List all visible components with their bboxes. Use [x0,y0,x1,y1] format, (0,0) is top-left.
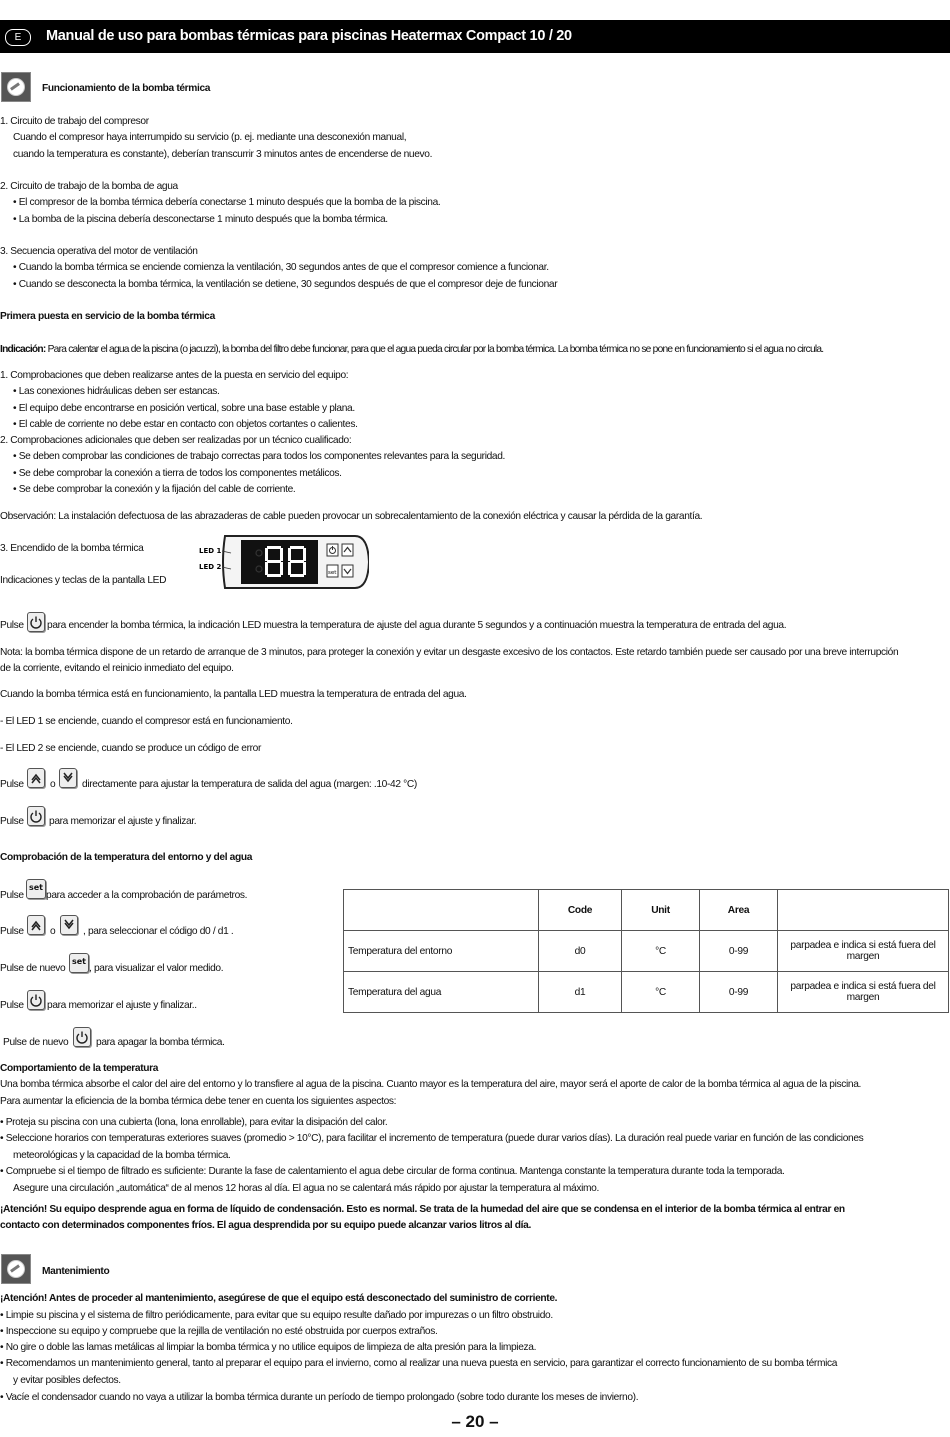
note: de la corriente, evitando el reinicio inmediato del equipo. [0,663,234,674]
bullet: • Proteja su piscina con una cubierta (lona, lona enrollable), para evitar la disipación del calor. [0,1117,388,1128]
led-display-panel [197,532,369,592]
paragraph: 2. Circuito de trabajo de la bomba de agua [0,181,178,192]
paragraph: Una bomba térmica absorbe el calor del aire del entorno y lo transfiere al agua de la piscina. Cuanto mayor es la temperatura del aire, mayor será el aporte de calor de la bomba térmica al agua de la piscina. [0,1079,861,1090]
bullet: • Compruebe si el tiempo de filtrado es suficiente: Durante la fase de calentamiento el agua debe circular de forma continua. Mantenga constante la temperatura durante toda la temporada. [0,1166,785,1177]
bullet: • Vacíe el condensador cuando no vaya a utilizar la bomba térmica durante un período de tiempo prolongado (sobre todo durante los meses de invierno). [0,1392,639,1403]
section-title: Comportamiento de la temperatura [0,1063,159,1074]
table-row: Temperatura del entorno d0 °C 0-99 parpadea e indica si está fuera del margen [344,931,949,972]
paragraph: Indicaciones y teclas de la pantalla LED [0,575,167,586]
paragraph: Pulse [0,890,24,901]
paragraph: Pulse [0,926,24,937]
page-title: Manual de uso para bombas térmicas para piscinas Heatermax Compact 10 / 20 [46,28,572,44]
bullet: • La bomba de la piscina debería desconectarse 1 minuto después que la bomba térmica. [13,214,388,225]
paragraph: Pulse de nuevo [0,963,66,974]
paragraph: para memorizar el ajuste y finalizar.. [47,1000,197,1011]
up-arrow-icon [27,768,45,788]
display-down-button [342,565,353,577]
table-row: Temperatura del agua d1 °C 0-99 parpadea e indica si está fuera del margen [344,972,949,1013]
section-title: Funcionamiento de la bomba térmica [42,83,211,94]
observation: Observación: La instalación defectuosa de las abrazaderas de cable pueden provocar un sobrecalentamiento de la conexión eléctrica y causar la pérdida de la garantía. [0,511,703,522]
bullet: • Cuando la bomba térmica se enciende comienza la ventilación, 30 segundos antes de que el compresor comience a funcionar. [13,262,549,273]
section-title: Primera puesta en servicio de la bomba térmica [0,311,215,322]
paragraph: 1. Circuito de trabajo del compresor [0,116,149,127]
paragraph: para apagar la bomba térmica. [96,1037,225,1048]
paragraph: o [50,779,56,790]
paragraph: Pulse [0,620,24,631]
paragraph: , para visualizar el valor medido. [89,963,224,974]
section-title: Comprobación de la temperatura del entorno y del agua [0,852,253,863]
power-icon [27,612,45,632]
bullet: meteorológicas y la capacidad de la bomba térmica. [13,1150,231,1161]
down-arrow-icon [59,768,77,788]
bullet: • Se debe comprobar la conexión y la fijación del cable de corriente. [13,484,296,495]
bullet: • El cable de corriente no debe estar en contacto con objetos cortantes o calientes. [13,419,358,430]
paragraph: Pulse [0,1000,24,1011]
paragraph: Para aumentar la eficiencia de la bomba térmica debe tener en cuenta los siguientes aspectos: [0,1096,397,1107]
paragraph: Pulse [0,779,24,790]
list-item: - El LED 2 se enciende, cuando se produce un código de error [0,743,262,754]
paragraph: 1. Comprobaciones que deben realizarse antes de la puesta en servicio del equipo: [0,370,349,381]
power-icon [73,1027,91,1047]
paragraph: o [50,926,56,937]
table-header-row: Code Unit Area [344,890,949,931]
set-icon: set [26,879,46,899]
paragraph: Cuando el compresor haya interrumpido su servicio (p. ej. mediante una desconexión manual, [13,132,407,143]
led2-label: LED 2 [199,563,222,571]
bullet: • No gire o doble las lamas metálicas al limpiar la bomba térmica y no utilice equipos de limpieza de alta presión para la limpieza. [0,1342,537,1353]
list-item: - El LED 1 se enciende, cuando el compresor está en funcionamiento. [0,716,293,727]
section-title: Mantenimiento [42,1266,110,1277]
paragraph: directamente para ajustar la temperatura de salida del agua (margen: .10-42 °C) [82,779,417,790]
parameter-table [343,889,949,1013]
paragraph: , para seleccionar el código d0 / d1 . [83,926,234,937]
power-icon [27,806,45,826]
paragraph: 2. Comprobaciones adicionales que deben ser realizadas por un técnico cualificado: [0,435,352,446]
bullet: y evitar posibles defectos. [13,1375,121,1386]
bullet: • El equipo debe encontrarse en posición vertical, sobre una base estable y plana. [13,403,355,414]
led1-label: LED 1 [199,547,222,555]
paragraph: Pulse [0,816,24,827]
paragraph: Pulse de nuevo [3,1037,69,1048]
warning: ¡Atención! Antes de proceder al mantenimiento, asegúrese de que el equipo está desconectado del suministro de corriente. [0,1293,558,1304]
paragraph: Cuando la bomba térmica está en funcionamiento, la pantalla LED muestra la temperatura de entrada del agua. [0,689,467,700]
svg-text:set: set [328,570,337,576]
bullet: • Se deben comprobar las condiciones de trabajo correctas para todos los componentes relevantes para la seguridad. [13,451,506,462]
paragraph: cuando la temperatura es constante), deberían transcurrir 3 minutos antes de encenderse de nuevo. [13,149,433,160]
bullet: • Se debe comprobar la conexión a tierra de todos los componentes metálicos. [13,468,342,479]
section-gear-icon [1,72,31,102]
warning: ¡Atención! Su equipo desprende agua en forma de líquido de condensación. Esto es normal. Se trata de la humedad del aire que se condensa en el interior de la bomba térmica al entrar en [0,1204,845,1215]
indication-paragraph: Indicación: Para calentar el agua de la piscina (o jacuzzi), la bomba del filtro debe funcionar, para que el agua pueda circular por la bomba térmica. La bomba térmica no se pone en funcionamiento si el agua no circula. [0,344,824,355]
set-icon: set [69,953,89,973]
bullet: • El compresor de la bomba térmica debería conectarse 1 minuto después que la bomba de la piscina. [13,197,441,208]
power-icon [27,990,45,1010]
note: Nota: la bomba térmica dispone de un retardo de arranque de 3 minutos, para proteger la conexión y evitar un desgaste excesivo de los contactos. Este retardo también puede ser causado por una breve interrupción [0,647,899,658]
paragraph: para encender la bomba térmica, la indicación LED muestra la temperatura de ajuste del agua durante 5 segundos y a continuación muestra la temperatura de entrada del agua. [47,620,787,631]
section-gear-icon [1,1254,31,1284]
bullet: • Cuando se desconecta la bomba térmica, la ventilación se detiene, 30 segundos después de que el compresor deje de funcionar [13,279,558,290]
down-arrow-icon [60,915,78,935]
paragraph: 3. Encendido de la bomba térmica [0,543,144,554]
bullet: • Seleccione horarios con temperaturas exteriores suaves (promedio > 10°C), para facilitar el incremento de temperatura (puede durar varios días). La duración real puede variar en función de las condiciones [0,1133,864,1144]
page-number: – 20 – [451,1412,499,1431]
page-header [0,20,950,53]
bullet: • Las conexiones hidráulicas deben ser estancas. [13,386,220,397]
paragraph: para acceder a la comprobación de parámetros. [46,890,248,901]
bullet: Asegure una circulación „automática“ de al menos 12 horas al día. El agua no se calentará más rápido por ajustar la temperatura al máximo. [13,1183,599,1194]
up-arrow-icon [27,915,45,935]
bullet: • Limpie su piscina y el sistema de filtro periódicamente, para evitar que su equipo resulte dañado por impurezas o un filtro obstruido. [0,1310,553,1321]
display-up-button [342,544,353,556]
paragraph: para memorizar el ajuste y finalizar. [49,816,197,827]
bullet: • Inspeccione su equipo y compruebe que la rejilla de ventilación no esté obstruida por cuerpos extraños. [0,1326,438,1337]
warning: contacto con determinados componentes fríos. El agua desprendida por su equipo puede alcanzar varios litros al día. [0,1220,531,1231]
bullet: • Recomendamos un mantenimiento general, tanto al preparar el equipo para el invierno, como al realizar una nueva puesta en servicio, para garantizar el correcto funcionamiento de su bomba térmica [0,1358,838,1369]
language-badge: E [5,29,31,46]
paragraph: 3. Secuencia operativa del motor de ventilación [0,246,198,257]
